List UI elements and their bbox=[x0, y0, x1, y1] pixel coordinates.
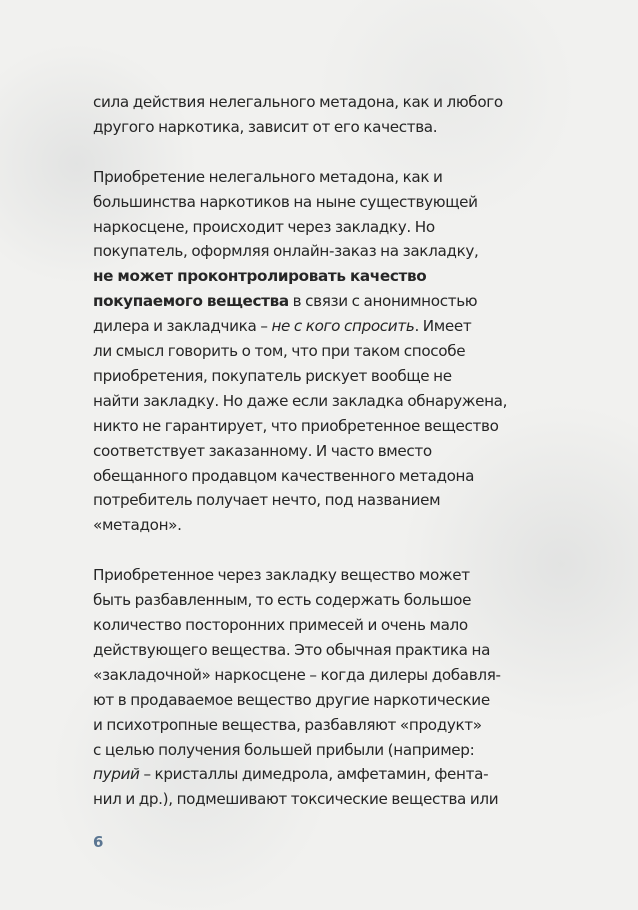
italic-emphasis: пурий bbox=[93, 765, 140, 784]
text-line bbox=[93, 314, 563, 339]
text-fragment: дилера и закладчика – bbox=[93, 317, 272, 336]
bold-emphasis: покупаемого вещества bbox=[93, 292, 289, 311]
paragraph-gap bbox=[93, 140, 563, 165]
text-line: «закладочной» наркосцене – когда дилеры добавля- bbox=[93, 665, 501, 684]
text-line: приобретения, покупатель рискует вообще не bbox=[93, 366, 452, 385]
text-line: потребитель получает нечто, под названием bbox=[93, 491, 441, 510]
text-line: «метадон». bbox=[93, 516, 182, 535]
bold-emphasis: не может проконтролировать качество bbox=[93, 267, 427, 286]
text-line bbox=[93, 264, 563, 289]
text-line: с целью получения большей прибыли (например: bbox=[93, 740, 475, 759]
paragraph-3 bbox=[93, 563, 563, 812]
text-line: другого наркотика, зависит от его качества. bbox=[93, 117, 438, 136]
text-fragment: – кристаллы димедрола, амфетамин, фента- bbox=[139, 765, 489, 784]
text-line: ли смысл говорить о том, что при таком способе bbox=[93, 342, 466, 361]
text-line: наркосцене, происходит через закладку. Но bbox=[93, 217, 435, 236]
text-line: найти закладку. Но даже если закладка обнаружена, bbox=[93, 391, 508, 410]
text-line: сила действия нелегального метадона, как и любого bbox=[93, 93, 503, 111]
paragraph-1 bbox=[93, 90, 563, 140]
text-line: обещанного продавцом качественного метадона bbox=[93, 466, 475, 485]
text-line: соответствует заказанному. И часто вместо bbox=[93, 441, 432, 460]
text-line: никто не гарантирует, что приобретенное вещество bbox=[93, 416, 499, 435]
text-line bbox=[93, 762, 563, 787]
italic-emphasis: не с кого спросить bbox=[271, 317, 415, 336]
text-line: и психотропные вещества, разбавляют «продукт» bbox=[93, 715, 482, 734]
text-line: нил и др.), подмешивают токсические вещества или bbox=[93, 790, 499, 809]
text-line: быть разбавленным, то есть содержать большое bbox=[93, 591, 472, 610]
text-line: Приобретенное через закладку вещество может bbox=[93, 566, 470, 585]
text-line: действующего вещества. Это обычная практика на bbox=[93, 640, 491, 659]
page-number: 6 bbox=[93, 833, 104, 851]
text-fragment: в связи с анонимностью bbox=[288, 292, 478, 311]
text-line: ют в продаваемое вещество другие наркотические bbox=[93, 690, 490, 709]
body-text bbox=[93, 90, 563, 812]
paragraph-gap bbox=[93, 538, 563, 563]
text-line: покупатель, оформляя онлайн-заказ на закладку, bbox=[93, 242, 479, 261]
text-fragment: . Имеет bbox=[414, 317, 472, 336]
text-line: большинства наркотиков на ныне существующей bbox=[93, 192, 478, 211]
paragraph-2 bbox=[93, 165, 563, 539]
text-line: Приобретение нелегального метадона, как и bbox=[93, 167, 443, 186]
text-line bbox=[93, 289, 563, 314]
text-line: количество посторонних примесей и очень мало bbox=[93, 616, 468, 634]
